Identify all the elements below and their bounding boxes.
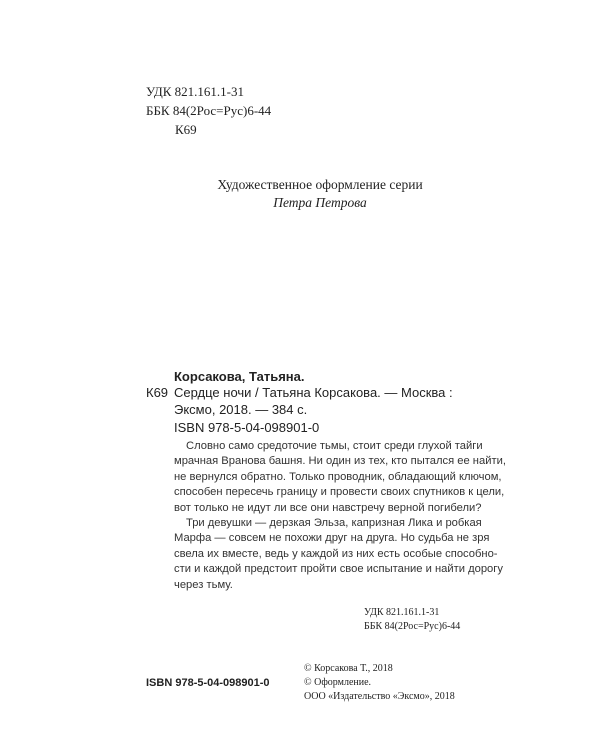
udk-code: УДК 821.161.1-31: [146, 84, 245, 99]
annotation-line: свела их вместе, ведь у каждой из них есть особые способно-: [174, 547, 498, 560]
annotation-line: мрачная Вранова башня. Ни один из тех, кто пытался ее найти,: [174, 455, 506, 468]
bbk-code: ББК 84(2Рос=Рус)6-44: [146, 103, 272, 118]
copyright-design: © Оформление.: [304, 677, 372, 688]
catalog-isbn: ISBN 978-5-04-098901-0: [174, 420, 320, 435]
annotation-paragraph-1: [174, 439, 506, 516]
annotation-line: сти и каждой предстоит пройти свое испытание и найти дорогу: [174, 563, 503, 576]
annotation-paragraph-2: [174, 516, 503, 593]
catalog-code: К69: [146, 385, 169, 400]
design-credit-line: Художественное оформление серии: [217, 177, 423, 192]
catalog-author: Корсакова, Татьяна.: [174, 369, 305, 384]
catalog-title-line2: Эксмо, 2018. — 384 с.: [174, 402, 308, 417]
annotation-line: способен пересечь границу и провести своих спутников к цели,: [174, 486, 505, 499]
annotation: [174, 439, 506, 593]
copyright-author: © Корсакова Т., 2018: [304, 663, 393, 674]
catalog-title-line1: Сердце ночи / Татьяна Корсакова. — Москва :: [174, 385, 453, 400]
annotation-line: не вернулся обратно. Только проводник, обладающий ключом,: [174, 470, 502, 483]
udk-code-small: УДК 821.161.1-31: [364, 607, 440, 618]
annotation-line: Марфа — совсем не похожи друг на друга. Но судьба не зря: [174, 532, 490, 545]
annotation-line: Словно само средоточие тьмы, стоит среди глухой тайги: [186, 440, 483, 452]
isbn-bottom: ISBN 978-5-04-098901-0: [146, 677, 270, 689]
annotation-line: через тьму.: [174, 578, 233, 591]
author-sign-code: К69: [175, 122, 197, 137]
design-credit-name: Петра Петрова: [273, 195, 367, 210]
bbk-code-small: ББК 84(2Рос=Рус)6-44: [364, 621, 461, 632]
annotation-line: Три девушки — дерзкая Эльза, капризная Лика и робкая: [186, 517, 482, 530]
annotation-line: вот только не идут ли все они навстречу верной погибели?: [174, 501, 482, 514]
copyright-publisher: ООО «Издательство «Эксмо», 2018: [304, 691, 455, 702]
